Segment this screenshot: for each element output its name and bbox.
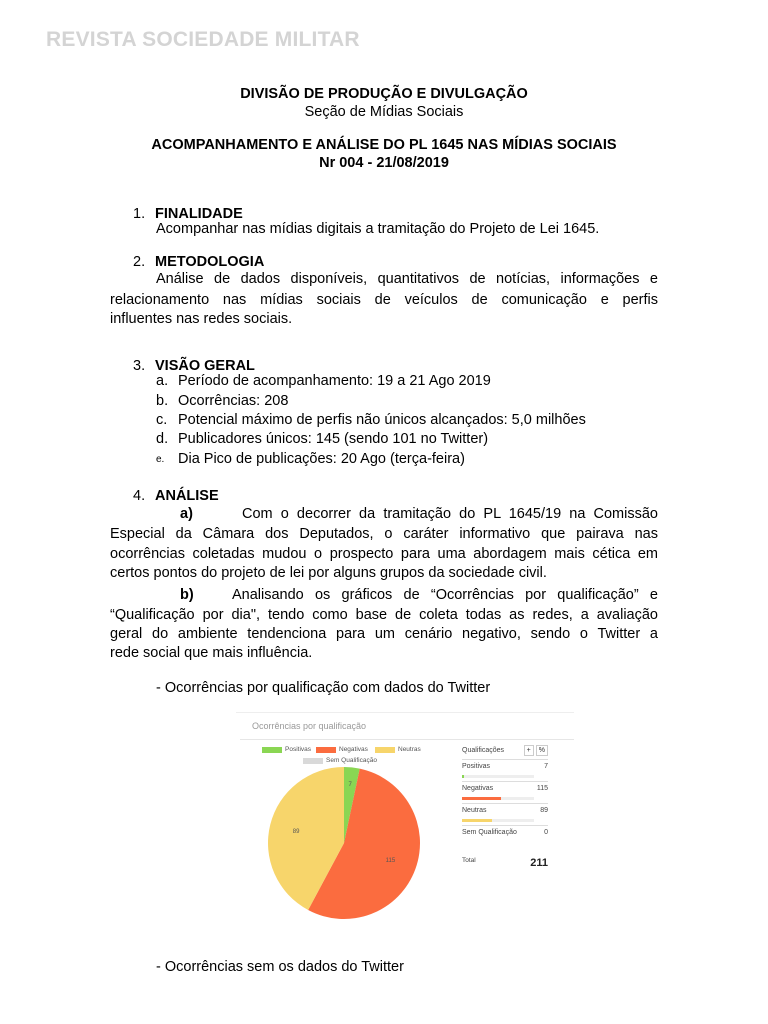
legend-swatch bbox=[262, 747, 282, 753]
pie-slice-label: 7 bbox=[348, 782, 352, 789]
percent-toggle-button[interactable]: % bbox=[536, 745, 548, 756]
chart-caption-2: - Ocorrências sem os dados do Twitter bbox=[156, 959, 404, 975]
legend-item-positivas[interactable]: Positivas bbox=[262, 746, 311, 753]
total-label: Total bbox=[462, 857, 476, 864]
section-2-line-1: Análise de dados disponíveis, quantitativos de notícias, informações e bbox=[156, 271, 658, 287]
paragraph-a-marker: a) bbox=[180, 506, 193, 522]
section-2-line-3: influentes nas redes sociais. bbox=[110, 311, 293, 327]
qualifications-panel bbox=[462, 745, 548, 869]
qualification-row[interactable]: Sem Qualificação 0 bbox=[462, 825, 548, 848]
division-title: DIVISÃO DE PRODUÇÃO E DIVULGAÇÃO bbox=[240, 86, 528, 102]
section-2-line-2: relacionamento nas mídias sociais de veículos de comunicação e perfis bbox=[110, 292, 658, 308]
qualification-row[interactable]: Negativas 115 bbox=[462, 781, 548, 804]
chart-panel bbox=[236, 712, 574, 931]
paragraph-a-line-3: ocorrências coletadas mudou o prospecto para uma abordagem mais cética em bbox=[110, 546, 658, 562]
paragraph-b-line-1: Analisando os gráficos de “Ocorrências por qualificação” e bbox=[232, 587, 658, 603]
list-item: c. Potencial máximo de perfis não únicos alcançados: 5,0 milhões bbox=[156, 412, 586, 428]
legend-item-neutras[interactable]: Neutras bbox=[375, 746, 421, 753]
legend-swatch bbox=[316, 747, 336, 753]
total-value: 211 bbox=[530, 857, 548, 869]
list-item: b. Ocorrências: 208 bbox=[156, 393, 289, 409]
section-subtitle: Seção de Mídias Sociais bbox=[304, 104, 464, 120]
paragraph-a-line-2: Especial da Câmara dos Deputados, o caráter informativo que pairava nas bbox=[110, 526, 658, 542]
list-item: d. Publicadores únicos: 145 (sendo 101 no Twitter) bbox=[156, 431, 489, 447]
qualification-bar bbox=[462, 819, 492, 822]
paragraph-b-marker: b) bbox=[180, 587, 194, 603]
section-4-heading: 4. ANÁLISE bbox=[133, 488, 219, 504]
qualification-row[interactable]: Neutras 89 bbox=[462, 803, 548, 826]
paragraph-b-line-2: “Qualificação por dia", tendo como base de coleta todas as redes, a avaliação bbox=[110, 607, 658, 623]
paragraph-b-line-4: rede social que mais influência. bbox=[110, 645, 313, 661]
section-2-heading: 2. METODOLOGIA bbox=[133, 254, 265, 270]
qualification-bar bbox=[462, 797, 501, 800]
document-title: ACOMPANHAMENTO E ANÁLISE DO PL 1645 NAS MÍDIAS SOCIAIS bbox=[151, 137, 617, 153]
qualifications-header: Qualificações bbox=[462, 747, 505, 754]
pie-slice-label: 89 bbox=[292, 828, 300, 835]
pie-slice-label: 115 bbox=[385, 857, 396, 864]
watermark: REVISTA SOCIEDADE MILITAR bbox=[46, 28, 360, 51]
add-button[interactable]: + bbox=[524, 745, 534, 756]
paragraph-b-line-3: geral do ambiente tendenciona para um cenário negativo, sendo o Twitter a bbox=[110, 626, 658, 642]
section-1-heading: 1. FINALIDADE bbox=[133, 206, 243, 222]
chart-title: Ocorrências por qualificação bbox=[252, 721, 367, 731]
paragraph-a-line-4: certos pontos do projeto de lei por alguns grupos da sociedade civil. bbox=[110, 565, 547, 581]
legend-item-sem-qualificacao[interactable]: Sem Qualificação bbox=[303, 757, 377, 764]
list-item: e. Dia Pico de publicações: 20 Ago (terça-feira) bbox=[156, 451, 465, 467]
legend-item-negativas[interactable]: Negativas bbox=[316, 746, 368, 753]
legend-swatch bbox=[303, 758, 323, 764]
qualification-row[interactable]: Positivas 7 bbox=[462, 759, 548, 782]
section-3-heading: 3. VISÃO GERAL bbox=[133, 358, 255, 374]
document-number: Nr 004 - 21/08/2019 bbox=[319, 155, 449, 171]
section-1-text: Acompanhar nas mídias digitais a tramitação do Projeto de Lei 1645. bbox=[156, 221, 600, 237]
paragraph-a-line-1: Com o decorrer da tramitação do PL 1645/19 na Comissão bbox=[242, 506, 658, 522]
qualification-bar bbox=[462, 775, 464, 778]
legend-swatch bbox=[375, 747, 395, 753]
chart-caption-1: - Ocorrências por qualificação com dados do Twitter bbox=[156, 680, 491, 696]
list-item: a. Período de acompanhamento: 19 a 21 Ago 2019 bbox=[156, 373, 491, 389]
chart-divider bbox=[240, 739, 574, 740]
pie-chart bbox=[256, 767, 456, 927]
